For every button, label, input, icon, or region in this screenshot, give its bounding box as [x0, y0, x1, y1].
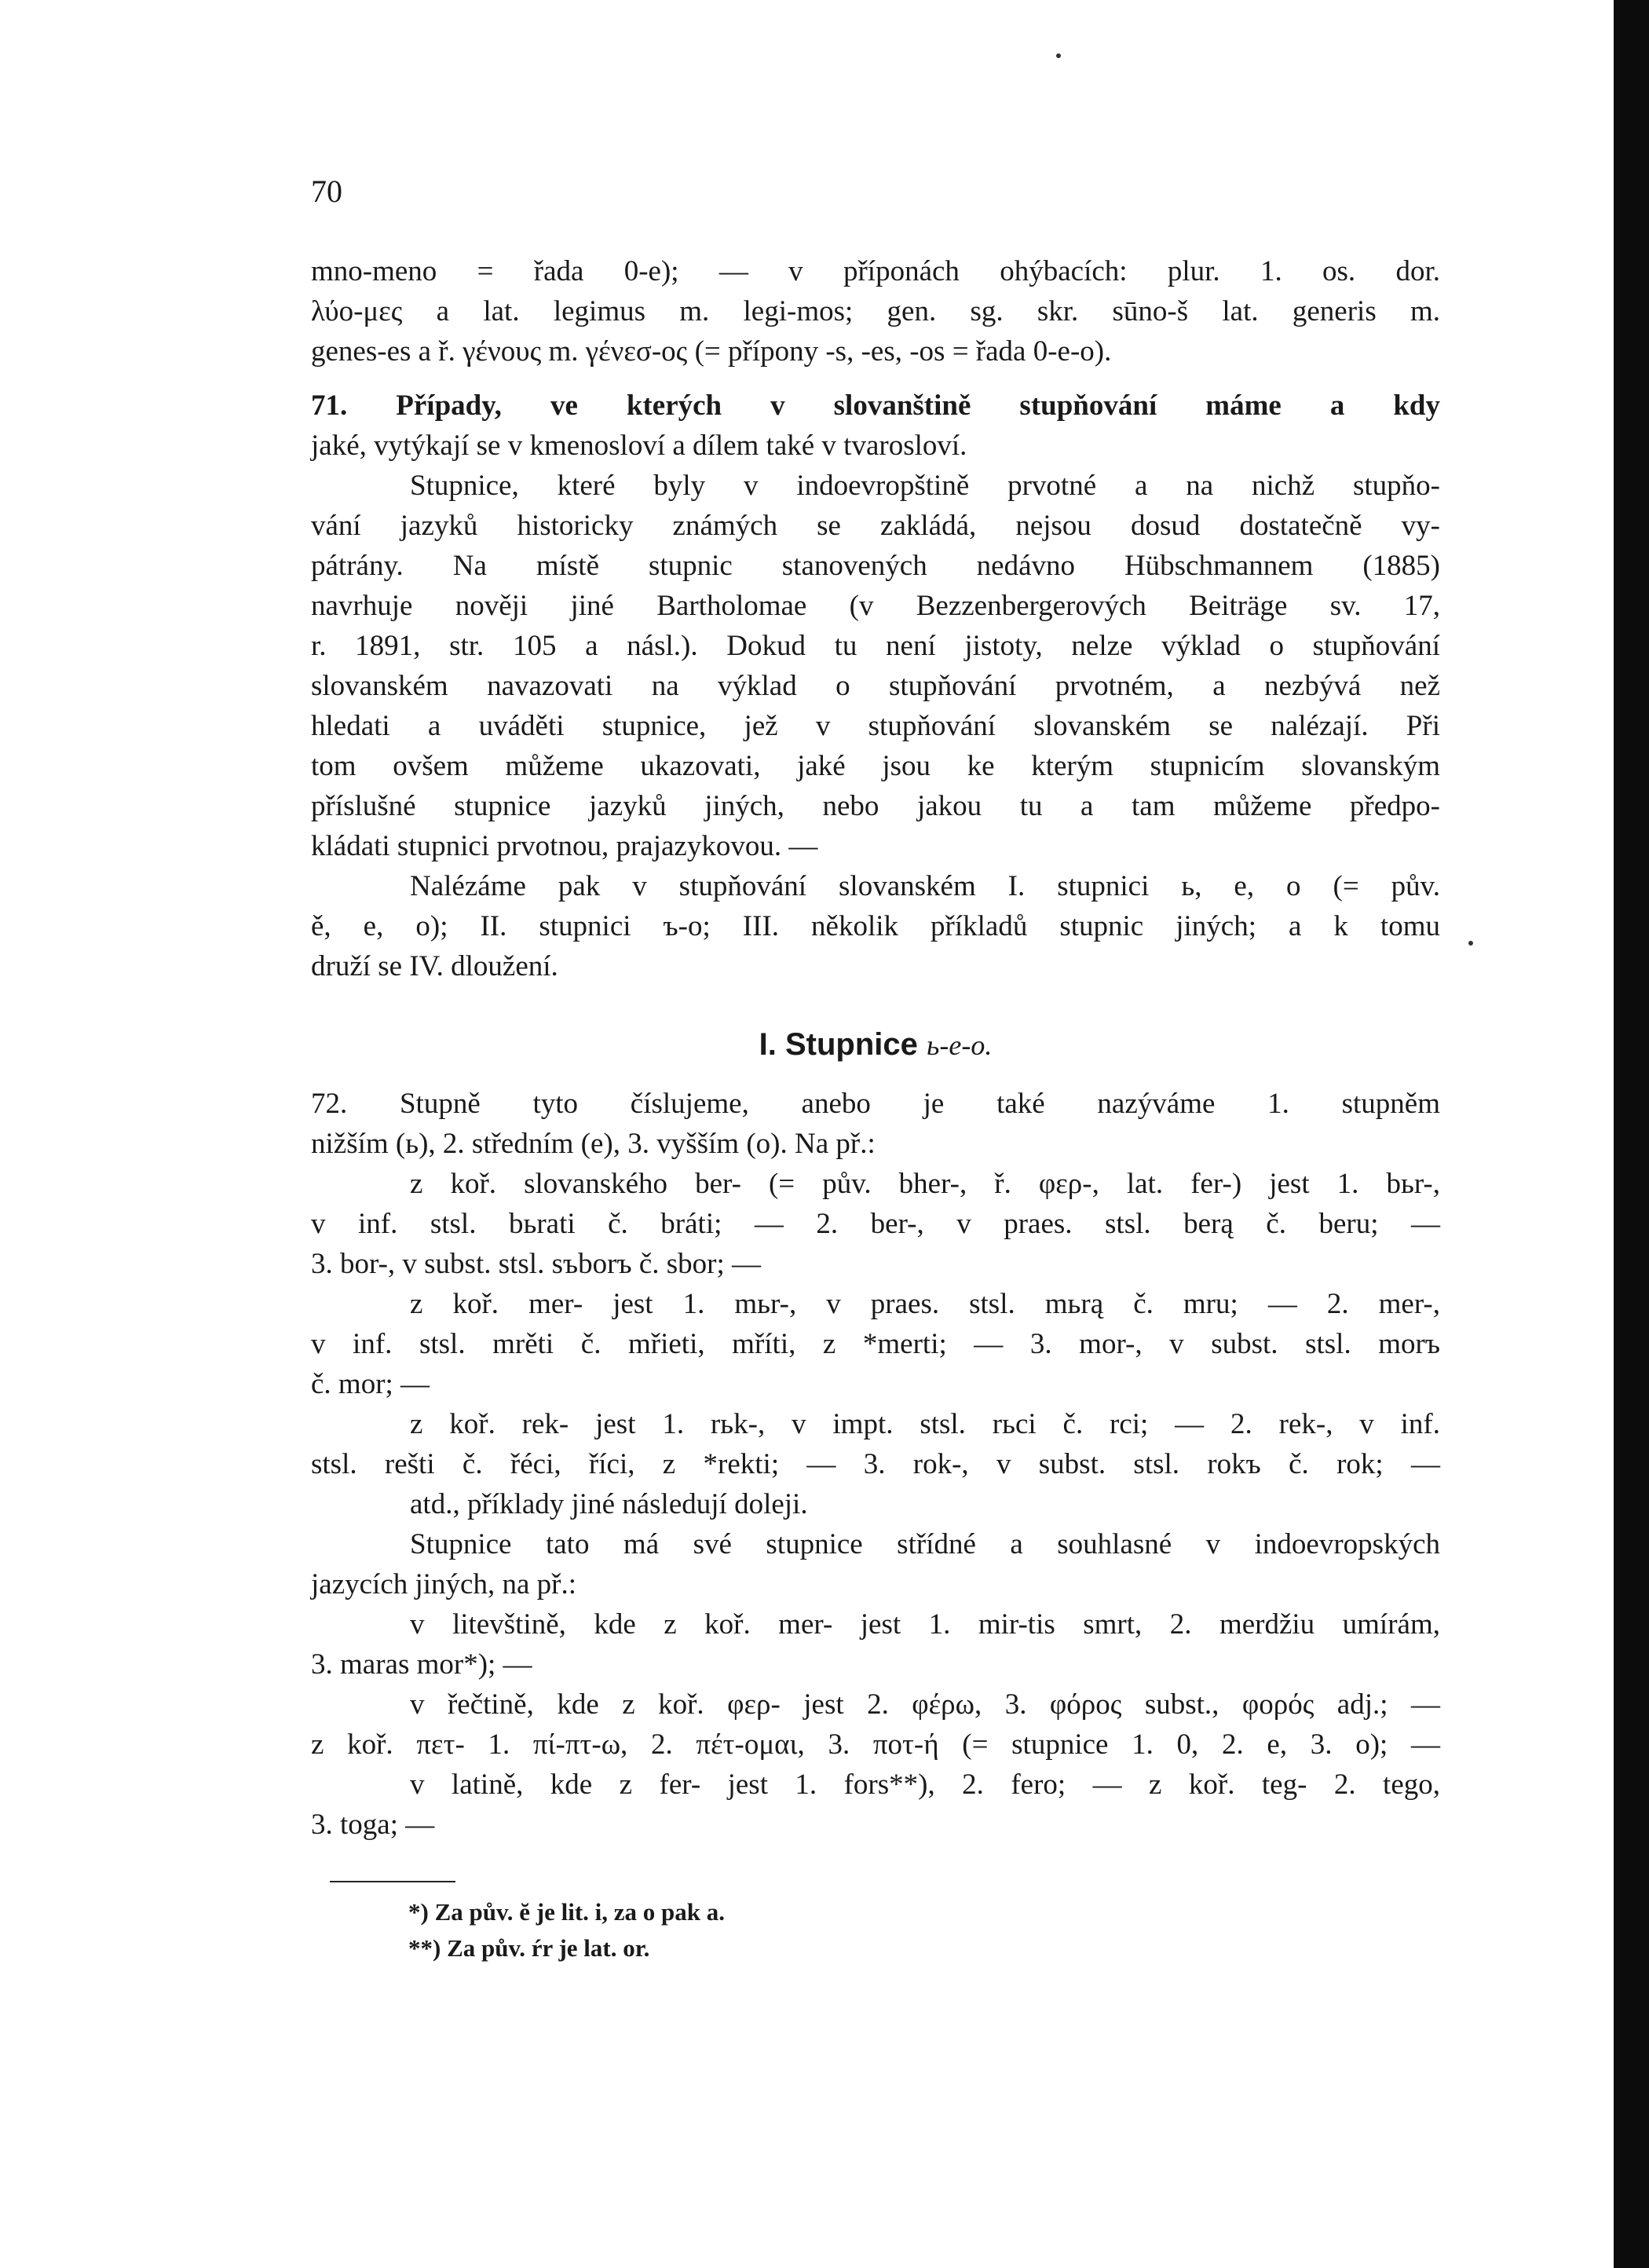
paragraph-latina: [311, 1765, 1440, 1845]
text-line: druží se IV. dloužení.: [311, 950, 558, 982]
page-number: 70: [311, 174, 342, 209]
speck: [1056, 53, 1061, 58]
text-line: 72. Stupně tyto číslujeme, anebo je také nazýváme 1. stupněm: [311, 1088, 1440, 1120]
text-line: λύο-μες a lat. legimus m. legi-mos; gen. sg. skr. sūno-š lat. generis m.: [311, 295, 1440, 327]
text-line: navrhuje nověji jiné Bartholomae (v Bezzenbergerových Beiträge sv. 17,: [311, 590, 1440, 622]
text-line: tom ovšem můžeme ukazovati, jaké jsou ke kterým stupnicím slovanským: [311, 750, 1440, 782]
paragraph-rectina: [311, 1685, 1440, 1765]
footnote-2: **) Za pův. ŕr je lat. or.: [408, 1934, 650, 1962]
paragraph-71: [311, 386, 1440, 466]
text-line: nižším (ь), 2. středním (e), 3. vyšším (o). Na př.:: [311, 1128, 876, 1160]
text-line: v inf. stsl. mrěti č. mřieti, mříti, z *merti; — 3. mor-, v subst. stsl. morъ: [311, 1328, 1440, 1360]
text-line: v inf. stsl. bьrati č. bráti; — 2. ber-, v praes. stsl. berą č. beru; —: [311, 1208, 1440, 1240]
text-line: 71. Případy, ve kterých v slovanštině stupňování máme a kdy: [311, 390, 1440, 422]
footnote-1: *) Za pův. ĕ je lit. i, za o pak a.: [408, 1898, 726, 1926]
text-line: v latině, kde z fer- jest 1. fors**), 2. fero; — z koř. teg- 2. tego,: [410, 1769, 1440, 1801]
text-line: ě, e, o); II. stupnici ъ-o; III. několik příkladů stupnic jiných; a k tomu: [311, 910, 1440, 942]
text-line: Nalézáme pak v stupňování slovanském I. stupnici ь, e, o (= pův.: [410, 870, 1440, 902]
paragraph-stupnice: [311, 466, 1440, 866]
text-line: z koř. slovanského ber- (= pův. bher-, ř. φερ-, lat. fer-) jest 1. bьr-,: [410, 1168, 1440, 1200]
paragraph-litevstina: [311, 1604, 1440, 1685]
text-line: z koř. πετ- 1. πί-πτ-ω, 2. πέτ-ομαι, 3. ποτ-ή (= stupnice 1. 0, 2. e, 3. o); —: [311, 1728, 1440, 1761]
text-line: č. mor; —: [311, 1368, 430, 1400]
paragraph-mer: [311, 1284, 1440, 1404]
heading-sub: ь-e-o.: [927, 1030, 993, 1061]
paragraph-rek: [311, 1404, 1440, 1524]
text-line: 3. maras mor*); —: [311, 1648, 532, 1681]
text-line: Stupnice tato má své stupnice střídné a souhlasné v indoevropských: [410, 1528, 1440, 1560]
text-line: z koř. rek- jest 1. rьk-, v impt. stsl. rьci č. rci; — 2. rek-, v inf.: [410, 1408, 1440, 1440]
text-line: genes-es a ř. γένους m. γένεσ-ος (= přípony -s, -es, -os = řada 0-e-o).: [311, 335, 1112, 368]
scan-edge: [1614, 0, 1649, 2268]
text-line: pátrány. Na místě stupnic stanovených nedávno Hübschmannem (1885): [311, 550, 1440, 582]
text-line: 3. toga; —: [311, 1809, 435, 1841]
paragraph-ber: [311, 1164, 1440, 1284]
text-line: stsl. rešti č. řéci, říci, z *rekti; — 3. rok-, v subst. stsl. rokъ č. rok; —: [311, 1448, 1440, 1480]
text-line: mno-meno = řada 0-e); — v příponách ohýbacích: plur. 1. os. dor.: [311, 255, 1440, 287]
section-heading: [311, 1027, 1440, 1063]
paragraph-stridne: [311, 1524, 1440, 1604]
text-line: r. 1891, str. 105 a násl.). Dokud tu není jistoty, nelze výklad o stupňování: [311, 630, 1440, 662]
text-line: z koř. mer- jest 1. mьr-, v praes. stsl. mьrą č. mru; — 2. mer-,: [410, 1288, 1440, 1320]
text-line: slovanském navazovati na výklad o stupňování prvotném, a nezbývá než: [311, 670, 1440, 702]
text-line: v řečtině, kde z koř. φερ- jest 2. φέρω, 3. φόρος subst., φορός adj.; —: [410, 1688, 1440, 1721]
text-line: jaké, vytýkají se v kmenosloví a dílem také v tvarosloví.: [311, 430, 967, 462]
text-line: Stupnice, které byly v indoevropštině prvotné a na nichž stupňo-: [410, 470, 1440, 502]
text-line: kládati stupnici prvotnou, prajazykovou. —: [311, 830, 818, 862]
text-line: v litevštině, kde z koř. mer- jest 1. mir-tis smrt, 2. merdžiu umírám,: [410, 1608, 1440, 1641]
text-line: jazycích jiných, na př.:: [311, 1568, 577, 1600]
text-line: příslušné stupnice jazyků jiných, nebo jakou tu a tam můžeme předpo-: [311, 790, 1440, 822]
paragraph-72: [311, 1084, 1440, 1164]
paragraph-nalezame: [311, 866, 1440, 986]
text-line: atd., příklady jiné následují doleji.: [410, 1488, 808, 1520]
footnote-separator: [330, 1881, 455, 1882]
text-line: 3. bor-, v subst. stsl. sъborъ č. sbor; —: [311, 1248, 761, 1280]
footnotes: [408, 1894, 725, 1966]
text-line: hledati a uváděti stupnice, jež v stupňování slovanském se nalézají. Při: [311, 710, 1440, 742]
speck: [1468, 941, 1473, 946]
text-line: vání jazyků historicky známých se zakládá, nejsou dosud dostatečně vy-: [311, 510, 1440, 542]
paragraph-intro: [311, 251, 1440, 371]
heading-label: I. Stupnice: [759, 1027, 918, 1062]
